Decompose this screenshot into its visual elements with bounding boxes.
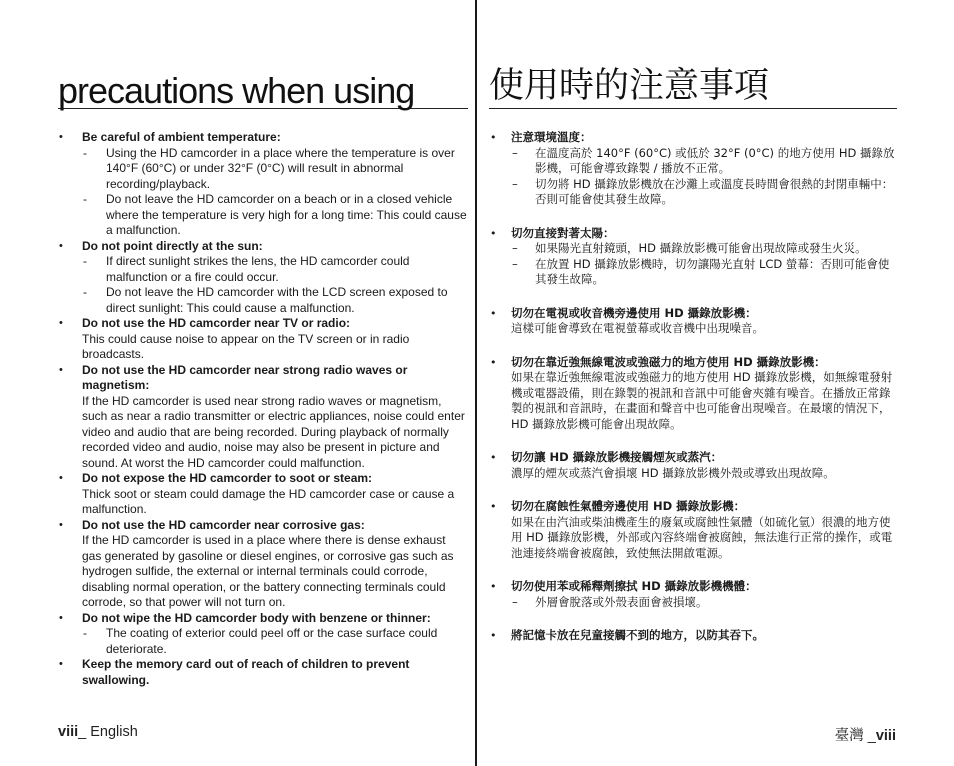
precaution-item <box>489 355 897 433</box>
precaution-heading: • Be careful of ambient temperature: <box>82 130 281 144</box>
precaution-heading: • Do not use the HD camcorder near corrosive gas: <box>82 517 365 532</box>
precaution-item <box>58 471 468 518</box>
precaution-body: If the HD camcorder is used near strong radio waves or magnetism, such as near a radio transmitter or electric appliances, noise could enter video and audio that are being recorded. During playback of normally recorded video and audio, noise may also be present in picture and sound. At worst the HD camcorder could malfunction. <box>82 393 465 470</box>
english-precaution-list <box>58 130 468 688</box>
precaution-heading: • Keep the memory card out of reach of children to prevent swallowing. <box>82 657 410 687</box>
precaution-heading: • 切勿讓 HD 攝錄放影機接觸煙灰或蒸汽： <box>511 450 723 464</box>
footer-language: 臺灣 _ <box>834 728 876 744</box>
precaution-heading: • 將記憶卡放在兒童接觸不到的地方，以防其吞下。 <box>511 628 764 642</box>
footer-page-number: viii <box>58 724 79 740</box>
precaution-item <box>489 499 897 561</box>
precaution-heading: • 注意環境溫度： <box>511 130 592 144</box>
precaution-body: 濃厚的煙灰或蒸汽會損壞 HD 攝錄放影機外殼或導致出現故障。 <box>511 465 835 480</box>
precaution-heading: • Do not use the HD camcorder near TV or radio: <box>82 316 351 330</box>
english-title-bar <box>58 72 468 109</box>
precaution-subitem: – 如果陽光直射鏡頭，HD 攝錄放影機可能會出現故障或發生火災。 <box>511 241 897 257</box>
precaution-body: 如果在由汽油或柴油機產生的廢氣或腐蝕性氣體（如硫化氫）很濃的地方使用 HD 攝錄放影機，外部或內容終端會被腐蝕，無法進行正常的操作，或電池連接終端會被腐蝕，致使無法開啟電源。 <box>511 514 893 560</box>
chinese-precaution-list <box>489 130 897 644</box>
precaution-item <box>58 130 468 239</box>
precaution-subitem: – 切勿將 HD 攝錄放影機放在沙灘上或溫度長時間會很熱的封閉車輛中：否則可能會使其發生故障。 <box>511 177 897 208</box>
precaution-item <box>489 306 897 337</box>
precaution-heading: • 切勿在腐蝕性氣體旁邊使用 HD 攝錄放影機： <box>511 499 746 513</box>
precaution-item <box>58 518 468 611</box>
precaution-item <box>58 611 468 658</box>
precaution-item <box>489 450 897 481</box>
precaution-subitem: – 在放置 HD 攝錄放影機時，切勿讓陽光直射 LCD 螢幕：否則可能會使其發生故障。 <box>511 257 897 288</box>
precaution-item <box>58 316 468 363</box>
precaution-subitem: - If direct sunlight strikes the lens, the HD camcorder could malfunction or a fire could occur. <box>82 254 468 285</box>
precaution-item <box>58 363 468 472</box>
precaution-heading: • 切勿在靠近強無線電波或強磁力的地方使用 HD 攝錄放影機： <box>511 354 826 369</box>
column-divider <box>475 0 477 766</box>
precaution-item <box>58 239 468 317</box>
footer-page-number: viii <box>875 728 896 744</box>
precaution-body: This could cause noise to appear on the TV screen or in radio broadcasts. <box>82 331 410 361</box>
chinese-title-bar <box>489 66 897 109</box>
precaution-body: If the HD camcorder is used in a place where there is dense exhaust gas generated by gasoline or diesel engines, or corrosive gas such as hydrogen sulfide, the external or internal terminals could corrode, disabling normal operation, or the battery connecting terminals could corrode, so that power will not turn on. <box>82 533 454 609</box>
precaution-heading: • 切勿直接對著太陽： <box>511 225 615 240</box>
precaution-item <box>489 579 897 610</box>
precaution-item <box>489 226 897 288</box>
precaution-item <box>58 657 468 688</box>
precaution-heading: • Do not use the HD camcorder near strong radio waves or magnetism: <box>82 362 408 392</box>
precaution-heading: • Do not expose the HD camcorder to soot or steam: <box>82 471 373 485</box>
precaution-body: 這樣可能會導致在電視螢幕或收音機中出現噪音。 <box>511 321 764 335</box>
precaution-heading: • 切勿在電視或收音機旁邊使用 HD 攝錄放影機： <box>511 305 757 320</box>
precaution-heading: • 切勿使用苯或稀釋劑擦拭 HD 攝錄放影機機體： <box>511 579 757 593</box>
precaution-item <box>489 628 897 644</box>
footer-language: _ English <box>78 724 138 740</box>
page-title-chinese: 使用時的注意事項 <box>489 66 770 106</box>
precaution-subitem: – 在溫度高於 140°F (60°C) 或低於 32°F (0°C) 的地方使用 HD 攝錄放影機，可能會導致錄製 / 播放不正常。 <box>511 146 897 177</box>
precaution-subitem: - Using the HD camcorder in a place where the temperature is over 140°F (60°C) or under 32°F (0°C) will result in abnormal recording/playback. <box>82 146 468 193</box>
precaution-subitem: - Do not leave the HD camcorder with the LCD screen exposed to direct sunlight: This could cause a malfunction. <box>82 285 468 316</box>
footer-english <box>58 724 138 740</box>
footer-chinese <box>835 724 896 745</box>
precaution-subitem: – 外層會脫落或外殼表面會被損壞。 <box>511 595 897 611</box>
precaution-subitem: - The coating of exterior could peel off or the case surface could deteriorate. <box>82 626 468 657</box>
precaution-body: Thick soot or steam could damage the HD camcorder case or cause a malfunction. <box>82 486 455 516</box>
page-title-english: precautions when using <box>58 70 415 111</box>
precaution-item <box>489 130 897 208</box>
precaution-subitem: - Do not leave the HD camcorder on a beach or in a closed vehicle where the temperature is very high for a long time: This could cause a malfunction. <box>82 192 468 239</box>
precaution-body: 如果在靠近強無線電波或強磁力的地方使用 HD 攝錄放影機，如無線電發射機或電器設備，則在錄製的視訊和音訊中可能會夾雜有噪音。在播放正常錄製的視訊和音訊時，在畫面和聲音中也可能會出現噪音。在最壞的情況下，HD 攝錄放影機可能會出現故障。 <box>511 370 893 431</box>
precaution-heading: • Do not point directly at the sun: <box>82 238 263 253</box>
precaution-heading: • Do not wipe the HD camcorder body with benzene or thinner: <box>82 610 431 625</box>
